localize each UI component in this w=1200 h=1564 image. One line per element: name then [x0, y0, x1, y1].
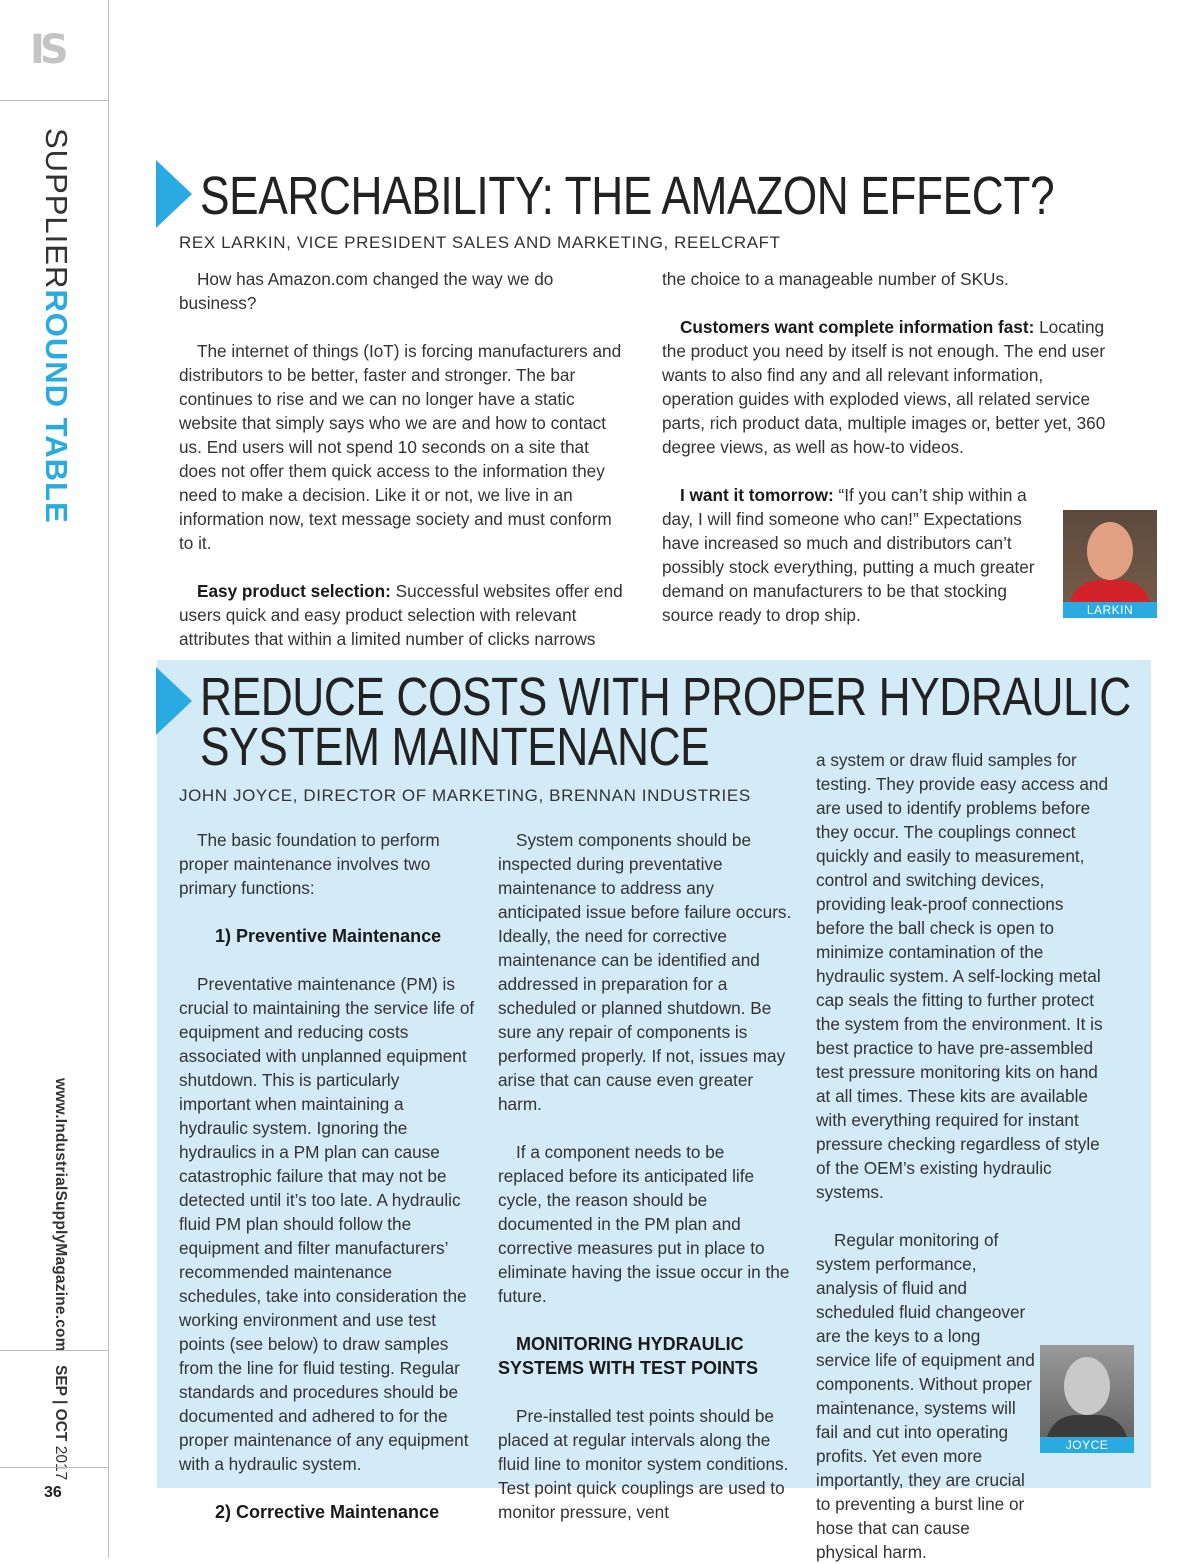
article-1-byline: REX LARKIN, VICE PRESIDENT SALES AND MARKETING, REELCRAFT	[179, 233, 781, 252]
divider	[0, 1467, 108, 1468]
article-1-column-1	[179, 267, 625, 651]
paragraph: The basic foundation to perform proper maintenance involves two primary functions:	[179, 830, 440, 898]
section-label: SUPPLIERROUND TABLE	[39, 128, 74, 524]
author-photo-joyce	[1040, 1345, 1134, 1453]
section-heading: MONITORING HYDRAULIC SYSTEMS WITH TEST POINTS	[498, 1334, 759, 1378]
sidebar	[0, 0, 109, 1558]
article-2-headline: REDUCE COSTS WITH PROPER HYDRAULIC SYSTEM MAINTENANCE	[200, 667, 1131, 777]
article-2-column-2	[498, 828, 794, 1524]
issue-date: SEP | OCT 2017	[52, 1365, 69, 1481]
paragraph: Preventative maintenance (PM) is crucial to maintaining the service life of equipment and reducing costs associated with unplanned equipment shutdown. This is particularly important when maintaining a hydraulic system. Ignoring the hydraulics in a PM plan can cause catastrophic failure that may not be detected until it’s too late. A hydraulic fluid PM plan should follow the equipment and filter manufacturers’ recommended maintenance schedules, take into consideration the working environment and use test points (see below) to draw samples from the line for fluid testing. Regular standards and procedures should be documented and adhered to for the proper maintenance of any equipment with a hydraulic system.	[179, 974, 475, 1474]
paragraph: I want it tomorrow: “If you can’t ship within a day, I will find someone who can!” Expectations have increased so much and distributors can’t possibly stock everything, putting a much greater demand on manufacturers to be that stocking source ready to drop ship.	[662, 485, 1035, 625]
article-2-byline: JOHN JOYCE, DIRECTOR OF MARKETING, BRENNAN INDUSTRIES	[179, 786, 751, 805]
paragraph: a system or draw fluid samples for testing. They provide easy access and are used to identify problems before they occur. The couplings connect quickly and easily to measurement, control and switching devices, providing leak-proof connections before the ball check is open to minimize contamination of the hydraulic system. A self-locking metal cap seals the fitting to further protect the system from the environment. It is best practice to have pre-assembled test pressure monitoring kits on hand at all times. These kits are available with everything required for instant pressure checking regardless of style of the OEM’s existing hydraulic systems.	[816, 750, 1109, 1202]
photo-caption: JOYCE	[1040, 1437, 1134, 1453]
page-number: 36	[44, 1484, 62, 1501]
paragraph: How has Amazon.com changed the way we do business?	[179, 269, 554, 313]
article-1-headline: SEARCHABILITY: THE AMAZON EFFECT?	[200, 166, 1055, 226]
paragraph: the choice to a manageable number of SKUs.	[662, 269, 1009, 289]
section-heading: 1) Preventive Maintenance	[215, 926, 442, 946]
paragraph: Pre-installed test points should be placed at regular intervals along the fluid line to monitor system conditions. Test point quick couplings are used to monitor pressure, vent	[498, 1406, 789, 1522]
headline-arrow-icon	[156, 667, 192, 735]
paragraph: System components should be inspected during preventative maintenance to address any anticipated issue before failure occurs. Ideally, the need for corrective maintenance can be identified and addressed in preparation for a scheduled or planned shutdown. Be sure any repair of components is performed properly. If not, issues may arise that can cause even greater harm.	[498, 830, 792, 1114]
divider	[0, 100, 108, 101]
section-heading: 2) Corrective Maintenance	[215, 1502, 440, 1522]
divider	[0, 1350, 108, 1351]
paragraph: Easy product selection: Successful websites offer end users quick and easy product selection with relevant attributes that within a limited number of clicks narrows	[179, 581, 623, 649]
website-url: www.IndustrialSupplyMagazine.com	[52, 1078, 69, 1352]
author-photo-larkin	[1063, 510, 1157, 618]
headline-arrow-icon	[156, 160, 192, 228]
photo-face	[1064, 1357, 1110, 1415]
paragraph: The internet of things (IoT) is forcing manufacturers and distributors to be better, faster and stronger. The bar continues to rise and we can no longer have a static website that simply says who we are and how to contact us. End users will not spend 10 seconds on a site that does not offer them quick access to the information they need to make a decision. Like it or not, we live in an information now, text message society and must conform to it.	[179, 341, 622, 553]
photo-caption: LARKIN	[1063, 602, 1157, 618]
paragraph: Regular monitoring of system performance, analysis of fluid and scheduled fluid changeover are the keys to a long service life of equipment and components. Without proper maintenance, systems will fail and cut into operating profits. Yet even more importantly, they are crucial to preventing a burst line or hose that can cause physical harm.	[816, 1230, 1035, 1562]
photo-face	[1087, 522, 1133, 580]
article-2-column-1	[179, 828, 475, 1548]
magazine-logo: IS	[30, 27, 64, 73]
article-1-column-2	[662, 267, 1110, 627]
paragraph: If a component needs to be replaced before its anticipated life cycle, the reason should be documented in the PM plan and corrective measures put in place to eliminate having the issue occur in the future.	[498, 1142, 790, 1306]
paragraph: Customers want complete information fast: Locating the product you need by itself is not enough. The end user wants to also find any and all relevant information, operation guides with exploded views, all related service parts, rich product data, multiple images or, better yet, 360 degree views, as well as how-to videos.	[662, 317, 1106, 457]
